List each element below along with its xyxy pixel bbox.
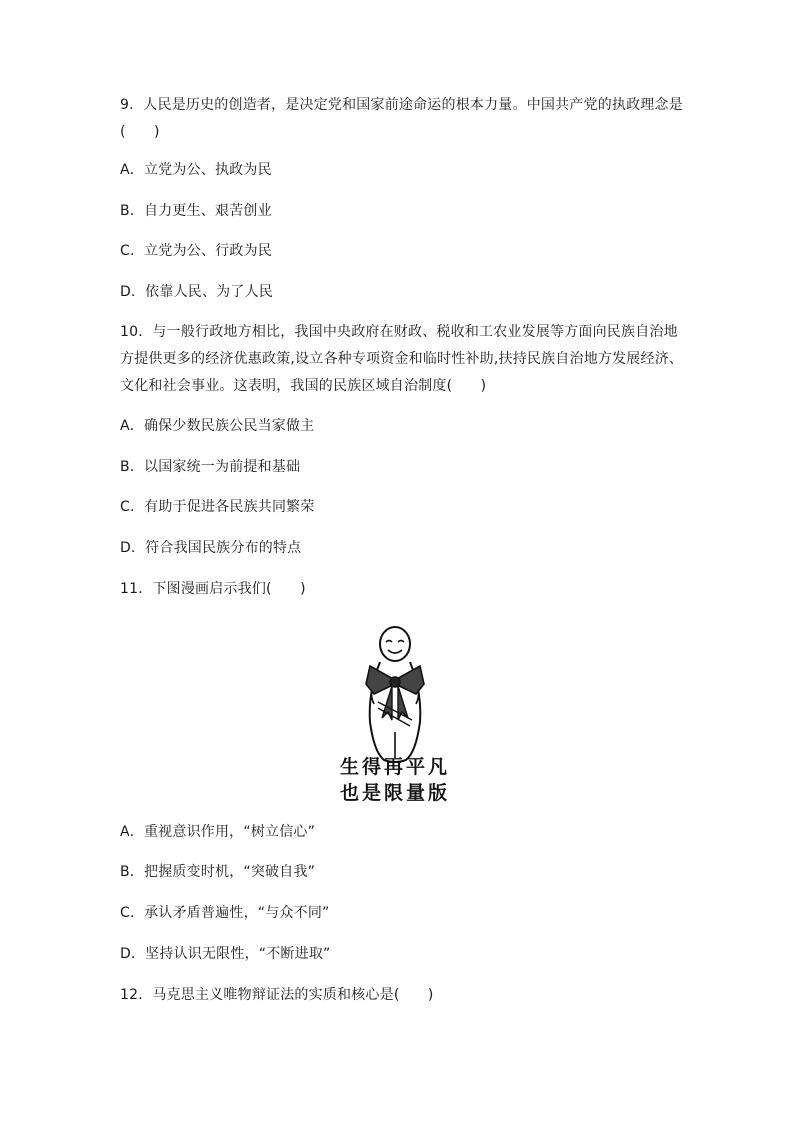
q10-stem-line-2: 方提供更多的经济优惠政策,设立各种专项资金和临时性补助,扶持民族自治地方发展经济、: [120, 351, 684, 367]
q11-option-d: D．坚持认识无限性，“不断进取”: [120, 946, 331, 962]
q9-option-b: B．自力更生、艰苦创业: [120, 203, 272, 219]
cartoon-caption-line-2: 也是限量版: [339, 782, 450, 804]
q9-option-d: D．依靠人民、为了人民: [120, 284, 273, 300]
q11-option-b: B．把握质变时机，“突破自我”: [120, 864, 316, 880]
cartoon-caption-line-1: 生得再平凡: [339, 756, 450, 778]
q10-stem-line-1: 10．与一般行政地方相比，我国中央政府在财政、税收和工农业发展等方面向民族自治地: [120, 324, 678, 340]
q10-stem-line-3: 文化和社会事业。这表明，我国的民族区域自治制度( ): [120, 378, 487, 394]
q10-option-c: C．有助于促进各民族共同繁荣: [120, 499, 315, 515]
q12-stem-line-1: 12．马克思主义唯物辩证法的实质和核心是( ): [120, 987, 434, 1003]
q9-option-a: A．立党为公、执政为民: [120, 162, 272, 178]
q10-option-b: B．以国家统一为前提和基础: [120, 459, 301, 475]
q11-option-a: A．重视意识作用，“树立信心”: [120, 824, 316, 840]
q10-option-a: A．确保少数民族公民当家做主: [120, 418, 315, 434]
q9-stem-line-2: ( ): [120, 124, 160, 140]
q9-option-c: C．立党为公、行政为民: [120, 243, 272, 259]
q11-stem-line-1: 11．下图漫画启示我们( ): [120, 581, 306, 597]
q10-option-d: D．符合我国民族分布的特点: [120, 540, 302, 556]
q11-option-c: C．承认矛盾普遍性，“与众不同”: [120, 905, 330, 921]
q9-stem-line-1: 9．人民是历史的创造者，是决定党和国家前途命运的根本力量。中国共产党的执政理念是: [120, 97, 683, 113]
